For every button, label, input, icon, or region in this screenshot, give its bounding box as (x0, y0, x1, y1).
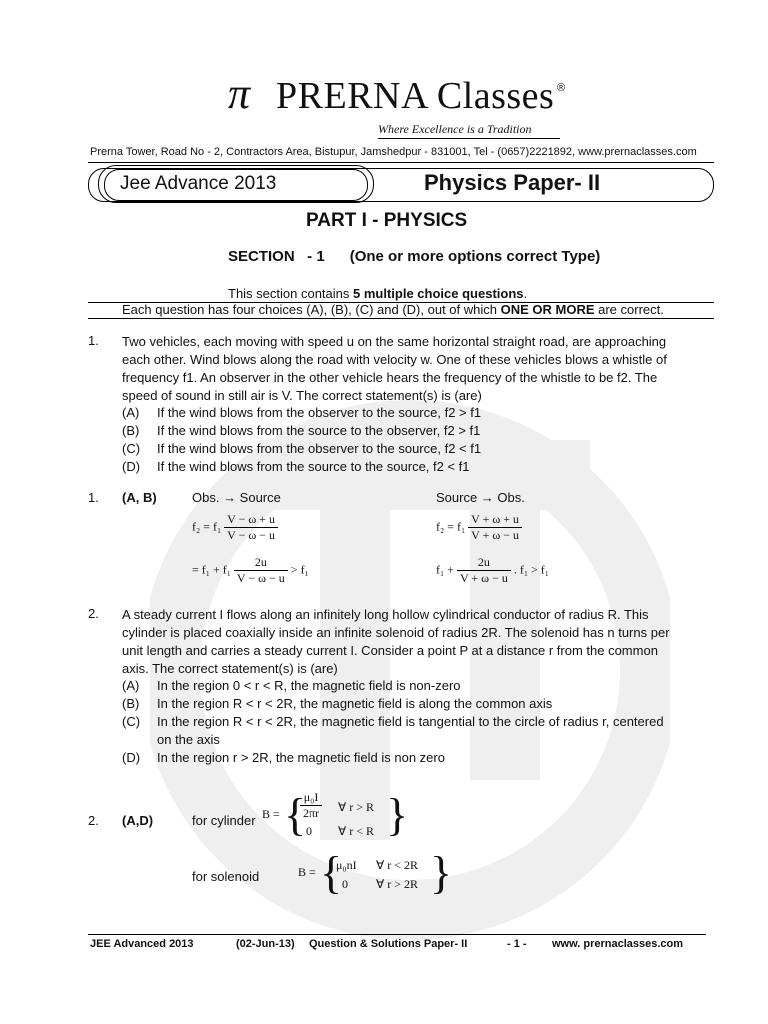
option-label: (B) (122, 423, 140, 438)
header-rule (88, 162, 714, 163)
piecewise-case: 0 (342, 877, 348, 891)
question-2-text (122, 606, 714, 678)
exam-name: Jee Advance 2013 (120, 173, 277, 194)
case-heading: Obs. → Source (192, 490, 281, 505)
formula: f₂ = f₁ $\frac{V + \omega + u}{V + \omega - u}$ (436, 512, 522, 543)
question-line: Two vehicles, each moving with speed u on the same horizontal straight road, are approaching (122, 334, 667, 349)
case-heading: Source → Obs. (436, 490, 525, 505)
paper-title: Physics Paper- II (424, 170, 601, 195)
option-label: (A) (122, 678, 140, 693)
question-line: A steady current I flows along an infinitely long hollow cylindrical conductor of radius R. This (122, 607, 649, 622)
question-1-text (122, 333, 714, 405)
formula-lhs: B = (262, 807, 280, 821)
piecewise-condition: ∀ r > 2R (376, 877, 418, 891)
option-label: (B) (122, 696, 140, 711)
tagline-underline (378, 138, 560, 139)
part-title: PART I - PHYSICS (306, 210, 468, 231)
footer-exam: JEE Advanced 2013 (90, 938, 194, 950)
brace-icon: { (320, 847, 343, 898)
logo-pi-icon: π (228, 69, 251, 118)
question-line: axis. The correct statement(s) is (are) (122, 661, 338, 676)
case-label: for solenoid (192, 869, 260, 884)
question-number: 1. (88, 333, 99, 348)
formula: f₁ + $\frac{2u}{V + \omega - u}$ . f₁ > f₁ (436, 555, 549, 585)
address-line: Prerna Tower, Road No - 2, Contractors Area, Bistupur, Jamshedpur - 831001, Tel - (0657)2221892, www.prernaclasses.com (90, 146, 697, 158)
option-text: If the wind blows from the observer to the source, f2 < f1 (157, 441, 482, 456)
option-text: In the region r > 2R, the magnetic field is non zero (157, 750, 445, 765)
piecewise-case: 0 (306, 824, 312, 838)
option-text: If the wind blows from the observer to the source, f2 > f1 (157, 405, 482, 420)
registered-mark: ® (557, 82, 566, 94)
piecewise-case: μ₀nI (336, 858, 357, 872)
footer-date: (02-Jun-13) (236, 938, 295, 950)
footer-title: Question & Solutions Paper- II (309, 938, 468, 950)
brace-icon: { (284, 789, 307, 840)
formula: = f₁ + f₁ $\frac{2u}{V - \omega - u}$ > f₁ (192, 555, 309, 585)
question-number: 2. (88, 606, 99, 621)
intro-rule-bottom (88, 318, 714, 319)
section-intro-line1: This section contains 5 multiple choice questions. (228, 286, 528, 301)
page-number: - 1 - (507, 938, 527, 950)
option-text: In the region R < r < 2R, the magnetic field is along the common axis (157, 696, 553, 711)
question-line: each other. Wind blows along the road with velocity w. One of these vehicles blows a whistle of (122, 352, 667, 367)
piecewise-condition: ∀ r < R (338, 824, 374, 838)
piecewise-condition: ∀ r > R (338, 800, 374, 814)
answer-number: 1. (88, 490, 99, 505)
brace-icon: } (430, 847, 453, 898)
footer-url: www. prernaclasses.com (552, 938, 684, 950)
answer-choice: (A,D) (122, 813, 154, 828)
piecewise-case: $\frac{\text{μ₀I}}{2\pi r}$ (300, 790, 322, 821)
question-line: frequency f1. An observer in the other vehicle hears the frequency of the whistle to be f2. The (122, 370, 658, 385)
question-line: speed of sound in still air is V. The correct statement(s) is (are) (122, 388, 482, 403)
option-text: If the wind blows from the source to the source, f2 < f1 (157, 459, 470, 474)
option-text: In the region R < r < 2R, the magnetic field is tangential to the circle of radius r, centered (157, 714, 664, 729)
formula-lhs: B = (298, 865, 316, 879)
option-text: If the wind blows from the source to the observer, f2 > f1 (157, 423, 481, 438)
option-text: In the region 0 < r < R, the magnetic field is non-zero (157, 678, 461, 693)
option-label: (C) (122, 441, 141, 456)
section-intro-line2: Each question has four choices (A), (B), (C) and (D), out of which ONE OR MORE are correct. (122, 302, 664, 317)
formula: f₂ = f₁ $\frac{V - \omega + u}{V - \omega - u}$ (192, 512, 278, 543)
question-line: unit length and carries a steady current I. Consider a point P at a distance r from the common (122, 643, 658, 658)
logo-name: PRERNA Classes (276, 75, 555, 117)
question-line: cylinder is placed coaxially inside an infinite solenoid of radius 2R. The solenoid has n turns per (122, 625, 670, 640)
case-label: for cylinder (192, 813, 256, 828)
piecewise-condition: ∀ r < 2R (376, 858, 418, 872)
section-title: SECTION - 1 (One or more options correct Type) (228, 248, 601, 265)
answer-number: 2. (88, 813, 99, 828)
answer-choice: (A, B) (122, 490, 157, 505)
footer-rule (88, 934, 706, 935)
option-label: (A) (122, 405, 140, 420)
tagline: Where Excellence is a Tradition (378, 122, 532, 136)
option-label: (D) (122, 459, 141, 474)
option-text: on the axis (157, 732, 220, 747)
option-label: (C) (122, 714, 141, 729)
brace-icon: } (386, 789, 409, 840)
option-label: (D) (122, 750, 141, 765)
